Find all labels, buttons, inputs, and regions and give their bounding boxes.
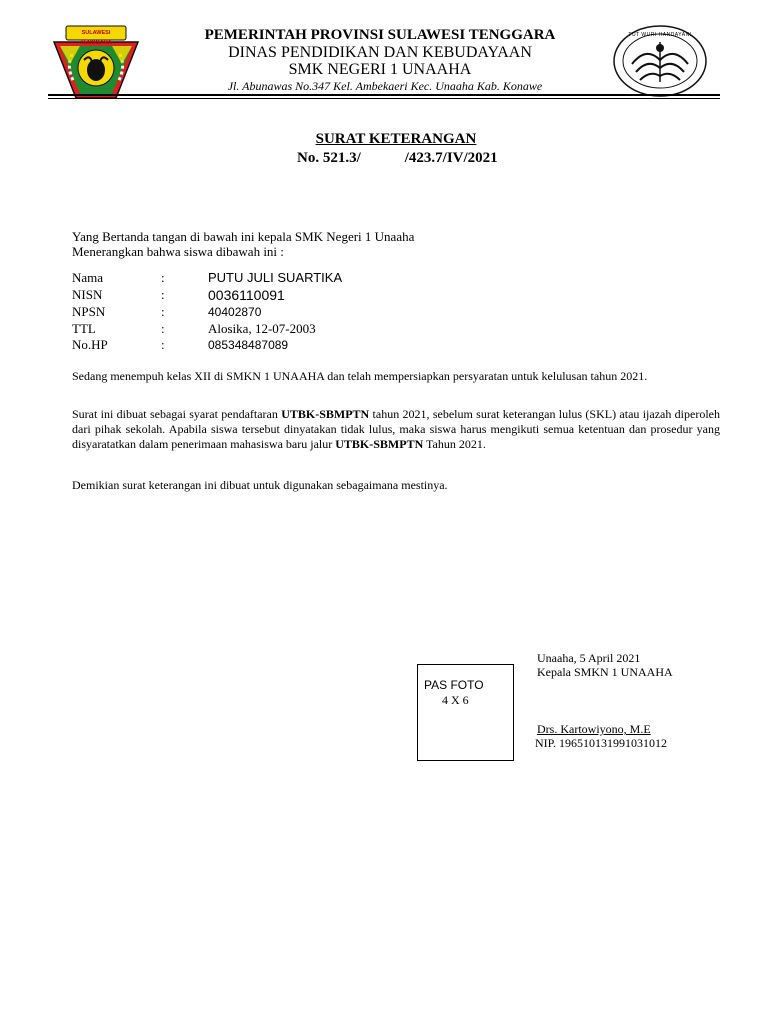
field-colon: :: [161, 270, 165, 285]
intro-line-1: Yang Bertanda tangan di bawah ini kepala SMK Negeri 1 Unaaha: [72, 229, 415, 244]
letter-number-prefix: No. 521.3/: [297, 150, 361, 166]
field-value-npsn: 40402870: [208, 305, 262, 319]
field-colon: :: [161, 304, 165, 319]
paragraph-closing: Demikian surat keterangan ini dibuat untuk digunakan sebagaimana mestinya.: [72, 478, 448, 492]
province-emblem-text: SULAWESI TENGGARA: [80, 30, 112, 46]
field-colon: :: [161, 337, 165, 352]
paragraph-purpose-text: Surat ini dibuat sebagai syarat pendaftaran: [72, 407, 282, 421]
header-school: SMK NEGERI 1 UNAAHA: [288, 61, 472, 78]
field-value-name: PUTU JULI SUARTIKA: [208, 270, 343, 285]
tut-wuri-handayani-emblem: [612, 24, 708, 98]
intro-line-2: Menerangkan bahwa siswa dibawah ini :: [72, 244, 284, 259]
paragraph-purpose-text: Tahun 2021.: [423, 437, 486, 451]
signature-name: Drs. Kartowiyono, M.E: [537, 722, 651, 736]
header-government: PEMERINTAH PROVINSI SULAWESI TENGGARA: [204, 27, 556, 43]
paragraph-purpose-text: tahun 2021, sebelum surat keterangan lulus (SKL) atau ijazah diperoleh dari pihak sekolah. Apabila siswa tersebut dinyatakan tidak lulus, maka siswa harus mengikuti semua ketentuan dan prosedur yang disyaratatkan dalam penerimaan mahasiswa baru jalur: [72, 407, 721, 451]
field-colon: :: [161, 287, 165, 302]
province-emblem: [46, 24, 146, 100]
tut-wuri-emblem-text: TUT WURI HANDAYANI: [628, 32, 692, 38]
utbk-sbmptn-bold: UTBK-SBMPTN: [335, 437, 424, 451]
field-label: No.HP: [72, 337, 108, 352]
signature-nip: NIP. 196510131991031012: [535, 736, 668, 750]
field-colon: :: [161, 321, 165, 336]
paragraph-purpose: [72, 407, 720, 452]
signature-position: Kepala SMKN 1 UNAAHA: [537, 665, 673, 679]
field-value-nisn: 0036110091: [208, 287, 285, 303]
field-label: NPSN: [72, 304, 106, 319]
field-value-ttl: Alosika, 12-07-2003: [208, 321, 316, 336]
photo-box: [417, 664, 514, 761]
letter-title: SURAT KETERANGAN: [315, 131, 477, 147]
header-address: Jl. Abunawas No.347 Kel. Ambekaeri Kec. Unaaha Kab. Konawe: [227, 79, 543, 93]
field-value-phone: 085348487089: [208, 338, 289, 352]
field-label: NISN: [72, 287, 103, 302]
signature-place-date: Unaaha, 5 April 2021: [537, 651, 641, 665]
field-label: Nama: [72, 270, 104, 285]
paragraph-status: Sedang menempuh kelas XII di SMKN 1 UNAAHA dan telah mempersiapkan persyaratan untuk kelulusan tahun 2021.: [72, 369, 648, 383]
header-rule-thin: [48, 98, 720, 99]
field-label: TTL: [72, 321, 96, 336]
photo-box-size: 4 X 6: [442, 693, 469, 707]
header-department: DINAS PENDIDIKAN DAN KEBUDAYAAN: [228, 44, 532, 61]
utbk-sbmptn-bold: UTBK-SBMPTN: [281, 407, 370, 421]
photo-box-label: PAS FOTO: [424, 678, 484, 692]
letter-number-suffix: /423.7/IV/2021: [404, 150, 498, 166]
header-rule-thick: [48, 94, 720, 96]
letter-number: [297, 150, 498, 167]
